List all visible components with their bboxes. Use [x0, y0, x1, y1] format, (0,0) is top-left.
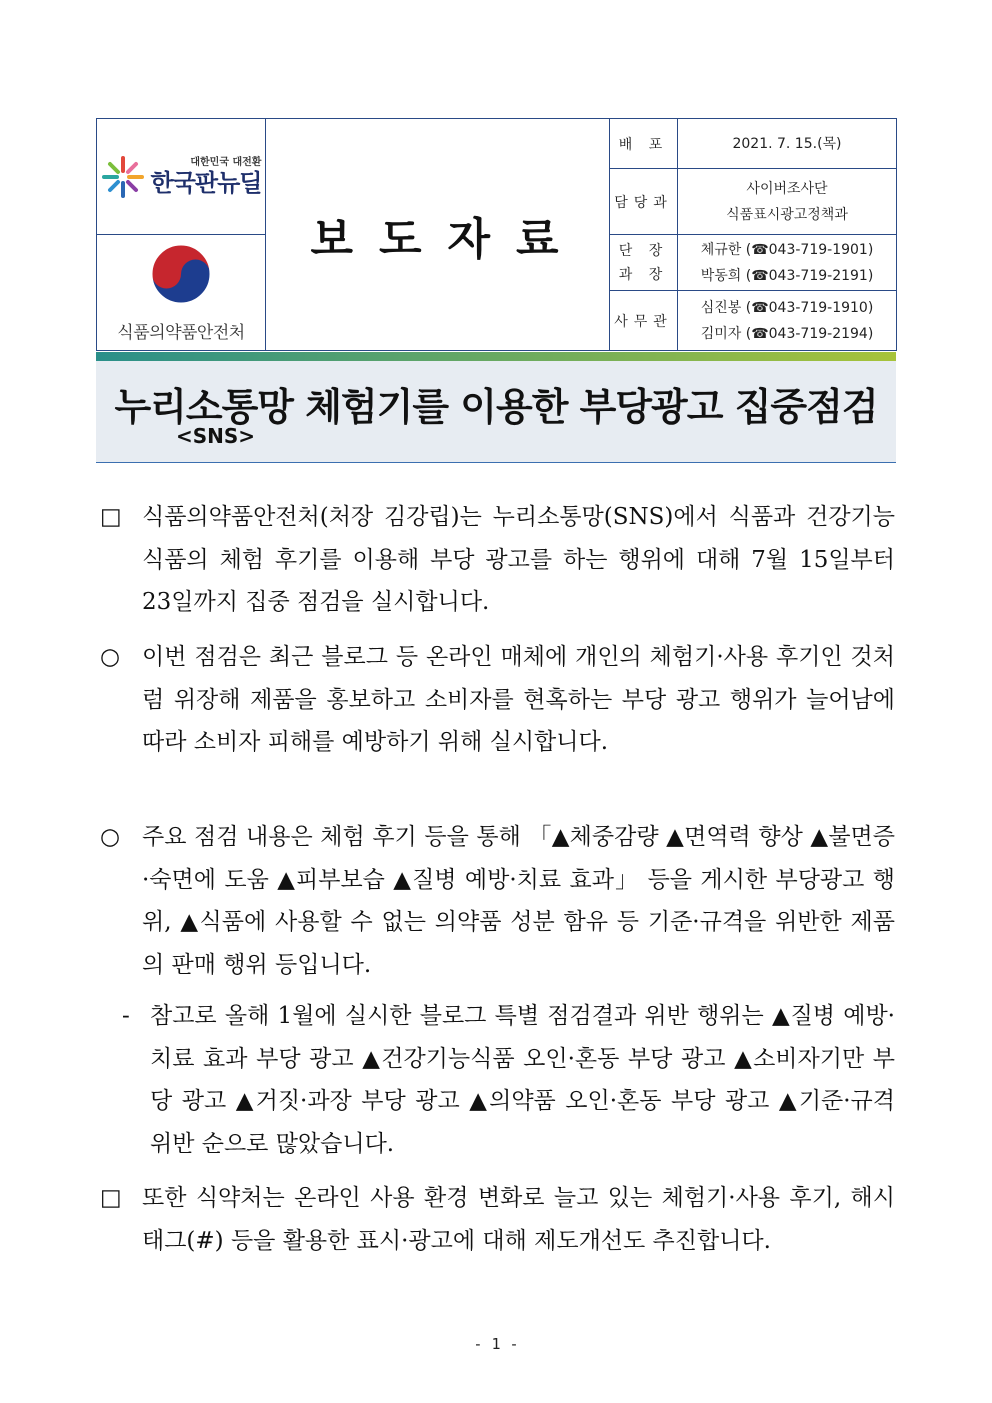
korean-new-deal-logo [97, 119, 266, 235]
release-label: 배 포 [610, 119, 678, 169]
department-values [678, 169, 897, 235]
director-values [678, 235, 897, 291]
director-label-2: 과 장 [618, 266, 669, 283]
paragraph-1 [100, 496, 895, 624]
department-label: 담당과 [610, 169, 678, 235]
headline: 누리소통망 체험기를 이용한 부당광고 집중점검 [114, 385, 878, 429]
paragraph-1-text: 식품의약품안전처(처장 김강립)는 누리소통망(SNS)에서 식품과 건강기능식품의 체험 후기를 이용해 부당 광고를 하는 행위에 대해 7월 15일부터 23일까지 집중 점검을 실시합니다. [142, 504, 895, 615]
square-bullet: □ [100, 504, 122, 530]
release-date: 2021. 7. 15.(목) [678, 119, 897, 169]
director-label [610, 235, 678, 291]
paragraph-5-text: 또한 식약처는 온라인 사용 환경 변화로 늘고 있는 체험기·사용 후기, 해시태그(#) 등을 활용한 표시·광고에 대해 제도개선도 추진합니다. [142, 1185, 895, 1254]
new-deal-burst-icon [101, 155, 145, 199]
circle-bullet: ○ [100, 644, 121, 670]
officer-contact-2: 김미자 (☎043-719-2194) [700, 325, 874, 342]
new-deal-wordmark: 한국판뉴딜 [150, 169, 262, 197]
paragraph-3-text: 주요 점검 내용은 체험 후기 등을 통해 「▲체중감량 ▲면역력 향상 ▲불면증·숙면에 도움 ▲피부보습 ▲질병 예방·치료 효과」 등을 게시한 부당광고 행위, ▲식품에 사용할 수 없는 의약품 성분 함유 등 기준·규격을 위반한 제품의 판매 행위 등입니다. [142, 824, 895, 978]
circle-bullet: ○ [100, 824, 121, 850]
department-2: 식품표시광고정책과 [726, 206, 848, 223]
mfds-logo [97, 235, 266, 351]
director-contact-1: 체규한 (☎043-719-1901) [700, 241, 874, 258]
taegeuk-icon [149, 242, 213, 306]
paragraph-3 [100, 816, 895, 986]
officer-contact-1: 심진봉 (☎043-719-1910) [700, 299, 874, 316]
dash-bullet: - [122, 1003, 130, 1029]
banner-gradient-bar [96, 352, 896, 361]
paragraph-4 [122, 995, 895, 1165]
press-release-title-cell [266, 119, 610, 351]
press-release-title: 보도자료 [310, 213, 585, 265]
director-label-1: 단 장 [618, 242, 669, 259]
page-number: - 1 - [473, 1335, 519, 1353]
paragraph-5 [100, 1177, 895, 1262]
headline-banner [96, 352, 896, 463]
subtitle: <SNS> [176, 424, 256, 448]
paragraph-2-text: 이번 점검은 최근 블로그 등 온라인 매체에 개인의 체험기·사용 후기인 것처럼 위장해 제품을 홍보하고 소비자를 현혹하는 부당 광고 행위가 늘어남에 따라 소비자 피해를 예방하기 위해 실시합니다. [142, 644, 895, 755]
square-bullet: □ [100, 1185, 122, 1211]
paragraph-2 [100, 636, 895, 764]
paragraph-4-text: 참고로 올해 1월에 실시한 블로그 특별 점검결과 위반 행위는 ▲질병 예방·치료 효과 부당 광고 ▲건강기능식품 오인·혼동 부당 광고 ▲소비자기만 부당 광고 ▲거짓·과장 부당 광고 ▲의약품 오인·혼동 부당 광고 ▲기준·규격 위반 순으로 많았습니다. [150, 1003, 895, 1157]
header-table [96, 118, 897, 351]
officer-label: 사무관 [610, 291, 678, 351]
department-1: 사이버조사단 [746, 180, 828, 197]
mfds-name: 식품의약품안전처 [117, 323, 245, 343]
director-contact-2: 박동희 (☎043-719-2191) [700, 267, 874, 284]
new-deal-slogan: 대한민국 대전환 [190, 157, 262, 168]
officer-values [678, 291, 897, 351]
